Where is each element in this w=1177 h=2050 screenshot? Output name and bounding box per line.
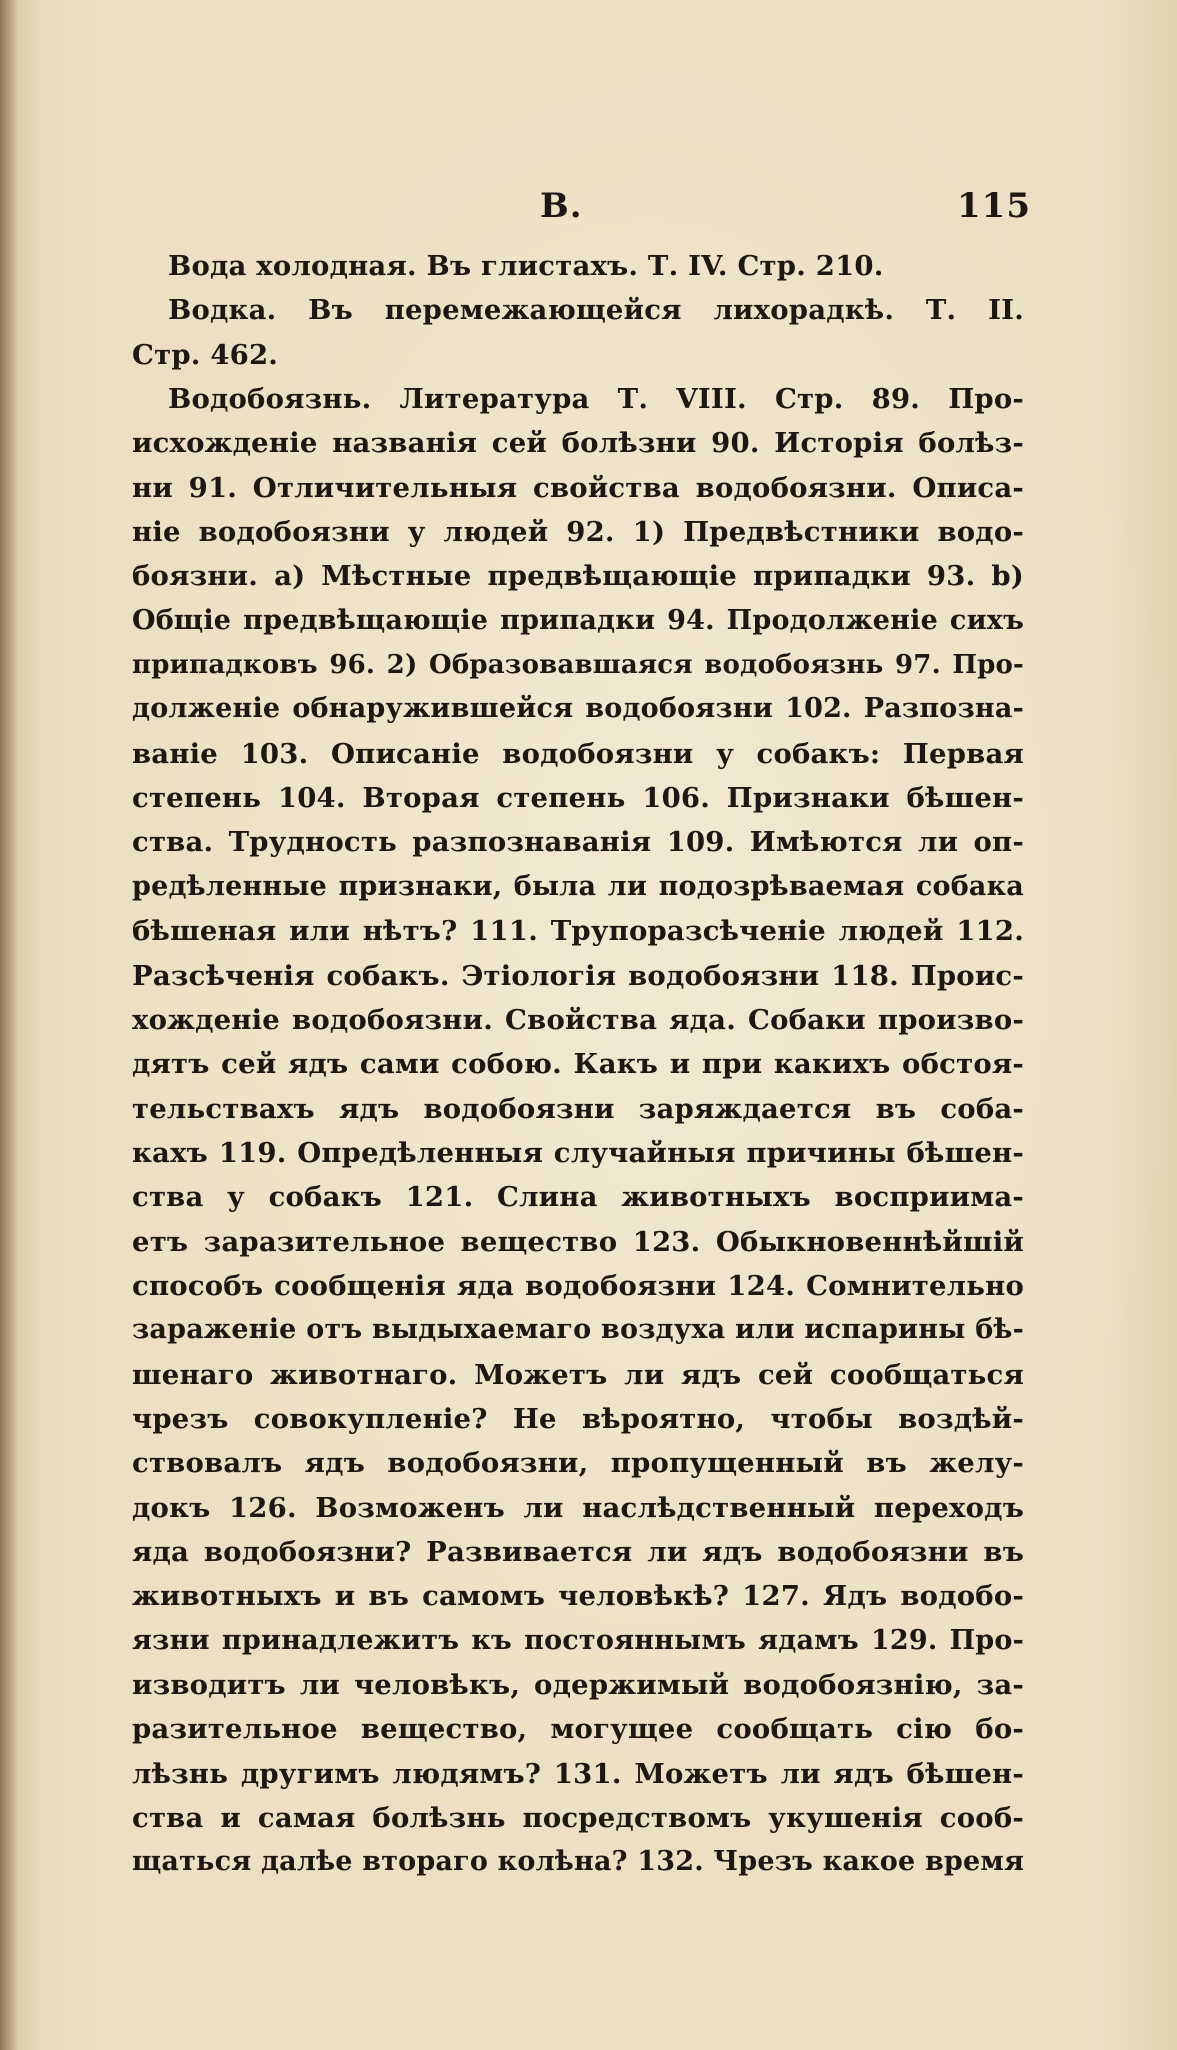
text-line: яда водобоязни? Развивается ли ядъ водобоязни въ	[132, 1535, 1024, 1568]
text-line: степень 104. Вторая степень 106. Признаки бѣшен-	[132, 782, 1024, 815]
text-line: редѣленные признаки, была ли подозрѣваемая собака	[132, 870, 1024, 902]
text-line: дятъ сей ядъ сами собою. Какъ и при какихъ обстоя-	[132, 1048, 1024, 1081]
text-line: чрезъ совокупленіе? Не вѣроятно, чтобы воздѣй-	[132, 1402, 1024, 1435]
text-line: докъ 126. Возможенъ ли наслѣдственный переходъ	[132, 1491, 1024, 1524]
text-line: Общіе предвѣщающіе припадки 94. Продолженіе сихъ	[132, 604, 1024, 636]
text-line: боязни. а) Мѣстные предвѣщающіе припадки 93. b)	[132, 560, 1024, 593]
text-line: способъ сообщенія яда водобоязни 124. Сомнительно	[132, 1269, 1024, 1302]
text-line: Вода холодная. Въ глистахъ. Т. IV. Стр. 210.	[168, 250, 884, 282]
text-line: Водобоязнь. Литература Т. VIII. Стр. 89. Про-	[168, 383, 1024, 416]
text-line: изводитъ ли человѣкъ, одержимый водобоязнію, за-	[132, 1669, 1024, 1701]
page-gutter-shadow	[0, 0, 18, 2050]
text-line: долженіе обнаружившейся водобоязни 102. Разпозна-	[132, 693, 1024, 725]
text-line: бѣшеная или нѣтъ? 111. Трупоразсѣченіе людей 112.	[132, 915, 1024, 948]
index-text-block	[132, 244, 1024, 1885]
text-line: зараженіе отъ выдыхаемаго воздуха или испарины бѣ-	[132, 1314, 1024, 1346]
text-line: ствовалъ ядъ водобоязни, пропущенный въ желу-	[132, 1447, 1024, 1480]
text-line: Стр. 462.	[132, 338, 279, 371]
text-line: припадковъ 96. 2) Образовавшаяся водобоязнь 97. Про-	[132, 650, 1024, 681]
text-line: ства у собакъ 121. Слина животныхъ восприима-	[132, 1181, 1024, 1214]
text-line: кахъ 119. Опредѣленныя случайныя причины бѣшен-	[132, 1136, 1024, 1169]
text-line: щаться далѣе втораго колѣна? 132. Чрезъ какое время	[132, 1846, 1025, 1878]
text-line: ства и самая болѣзнь посредствомъ укушенія сооб-	[132, 1802, 1024, 1835]
text-line: ства. Трудность разпознаванія 109. Имѣются ли оп-	[132, 826, 1024, 859]
text-line: тельствахъ ядъ водобоязни заряждается въ соба-	[132, 1092, 1024, 1125]
page-number: 115	[957, 186, 1031, 226]
text-line: лѣзнь другимъ людямъ? 131. Можетъ ли ядъ бѣшен-	[132, 1757, 1024, 1790]
text-line: ваніе 103. Описаніе водобоязни у собакъ: Первая	[132, 737, 1024, 770]
text-line: хожденіе водобоязни. Свойства яда. Собаки произво-	[132, 1003, 1024, 1036]
page-header	[0, 186, 1177, 232]
text-line: разительное вещество, могущее сообщать сію бо-	[132, 1713, 1024, 1746]
running-head: В.	[540, 186, 583, 226]
text-line: исхожденіе названія сей болѣзни 90. Исторія болѣз-	[132, 427, 1024, 460]
text-line: етъ заразительное вещество 123. Обыкновеннѣйшій	[132, 1225, 1024, 1258]
text-line: ніе водобоязни у людей 92. 1) Предвѣстники водо-	[132, 516, 1024, 549]
text-line: ни 91. Отличительныя свойства водобоязни. Описа-	[132, 471, 1024, 504]
text-line: шенаго животнаго. Можетъ ли ядъ сей сообщаться	[132, 1358, 1024, 1391]
text-line: Водка. Въ перемежающейся лихорадкѣ. Т. II.	[168, 294, 1024, 327]
text-line: животныхъ и въ самомъ человѣкѣ? 127. Ядъ водобо-	[132, 1580, 1024, 1613]
text-line: Разсѣченія собакъ. Этіологія водобоязни 118. Проис-	[132, 959, 1024, 992]
text-line: язни принадлежитъ къ постояннымъ ядамъ 129. Про-	[132, 1624, 1024, 1656]
